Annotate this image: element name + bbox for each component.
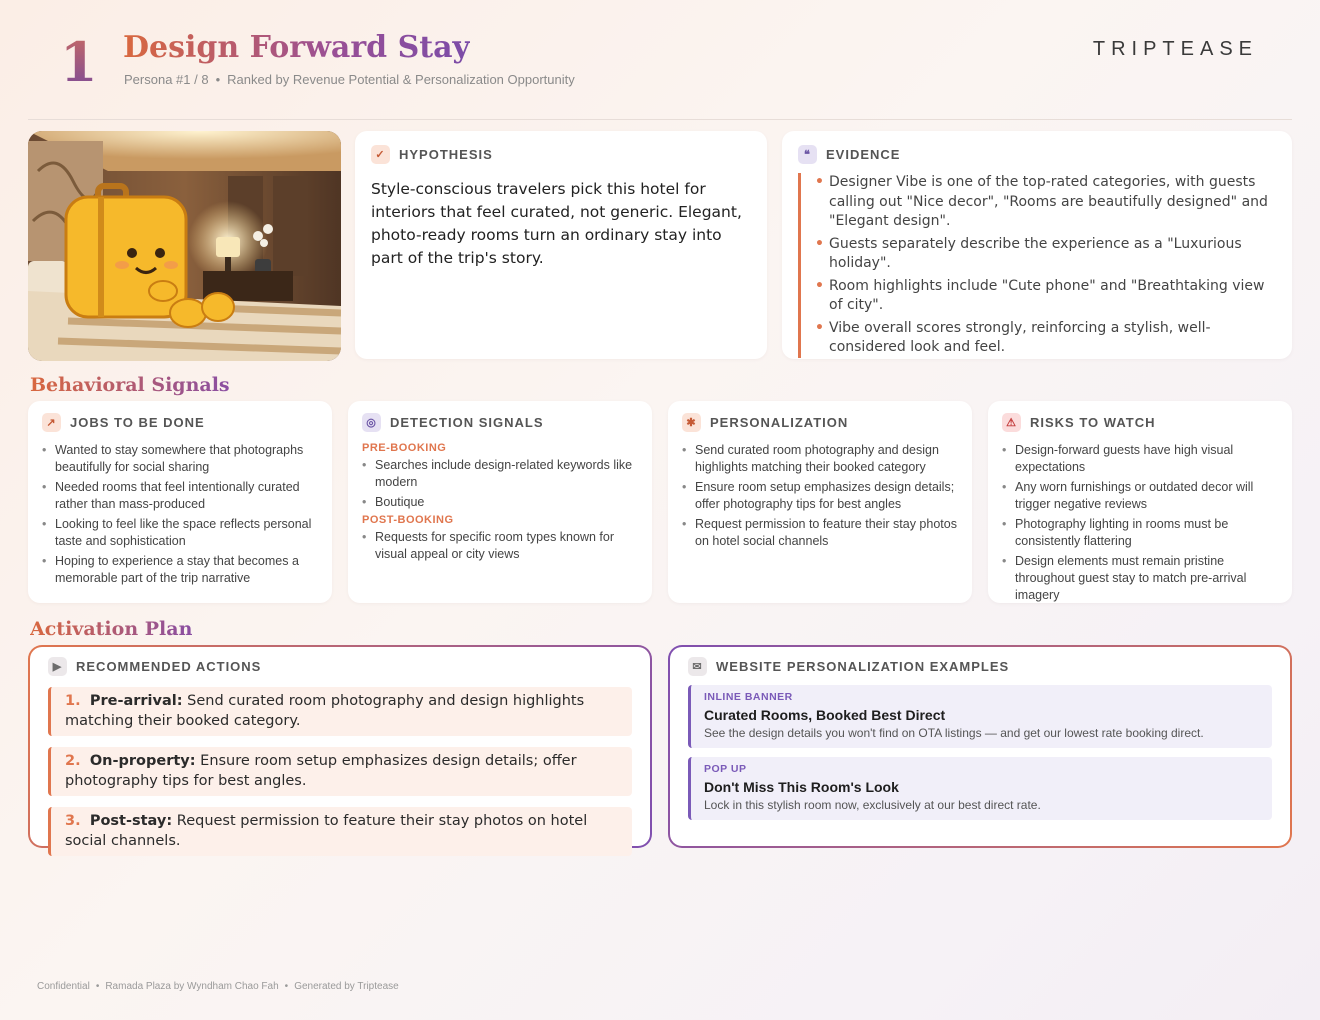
personalization-list <box>682 442 958 550</box>
risks-label: RISKS TO WATCH <box>1030 415 1156 430</box>
activation-plan-heading: Activation Plan <box>30 618 193 640</box>
evidence-list <box>798 173 1276 358</box>
list-item: • Designer Vibe is one of the top-rated categories, with guests calling out "Nice decor", "Rooms are beautifully designed" and "Elegant design". <box>815 173 1276 232</box>
hypothesis-card <box>355 131 767 359</box>
action-item <box>48 747 632 796</box>
list-item: • Wanted to stay somewhere that photographs beautifully for social sharing <box>42 442 318 476</box>
evidence-label: EVIDENCE <box>826 147 901 162</box>
warning-icon: ⚠ <box>1002 413 1021 432</box>
list-item: • Send curated room photography and design highlights matching their booked category <box>682 442 958 476</box>
recommended-actions-panel <box>28 645 652 848</box>
list-item: • Looking to feel like the space reflects personal taste and sophistication <box>42 516 318 550</box>
jobs-to-be-done-card <box>28 401 332 603</box>
risks-header <box>1002 413 1278 432</box>
play-icon: ▶ <box>48 657 67 676</box>
hero-illustration <box>28 131 341 361</box>
jobs-label: JOBS TO BE DONE <box>70 415 205 430</box>
quote-icon: ❝ <box>798 145 817 164</box>
jobs-header <box>42 413 318 432</box>
example-headline: Don't Miss This Room's Look <box>704 779 899 795</box>
persona-count: Persona #1 / 8 <box>124 72 209 87</box>
suitcase-mascot-illustration <box>28 131 341 361</box>
examples-header <box>688 657 1272 676</box>
example-type: POP UP <box>704 763 747 775</box>
action-number: 3. <box>65 813 81 829</box>
list-item: • Design-forward guests have high visual expectations <box>1002 442 1278 476</box>
action-number: 2. <box>65 753 81 769</box>
personalization-header <box>682 413 958 432</box>
action-text: Send curated room photography and design highlights matching their booked category. <box>65 693 585 729</box>
list-item: • Hoping to experience a stay that becomes a memorable part of the trip narrative <box>42 553 318 587</box>
action-phase: Post-stay: <box>89 813 173 829</box>
examples-label: WEBSITE PERSONALIZATION EXAMPLES <box>716 659 1010 674</box>
page-subtitle: Persona #1 / 8 • Ranked by Revenue Potential & Personalization Opportunity <box>124 72 575 87</box>
pre-booking-list <box>362 457 638 511</box>
list-item: • Design elements must remain pristine throughout guest stay to match pre-arrival imagery <box>1002 553 1278 604</box>
actions-header <box>48 657 632 676</box>
action-text: Ensure room setup emphasizes design details; offer photography tips for best angles. <box>65 753 577 789</box>
list-item: • Vibe overall scores strongly, reinforcing a stylish, well-considered look and feel. <box>815 319 1276 358</box>
example-type: INLINE BANNER <box>704 691 793 703</box>
jobs-list <box>42 442 318 587</box>
list-item: • Ensure room setup emphasizes design details; offer photography tips for best angles <box>682 479 958 513</box>
post-booking-list <box>362 529 638 563</box>
check-icon: ✓ <box>371 145 390 164</box>
post-booking-label: POST-BOOKING <box>362 514 454 526</box>
example-headline: Curated Rooms, Booked Best Direct <box>704 707 946 723</box>
list-item: • Photography lighting in rooms must be consistently flattering <box>1002 516 1278 550</box>
action-phase: Pre-arrival: <box>89 693 183 709</box>
action-item <box>48 807 632 856</box>
evidence-card <box>782 131 1292 359</box>
behavioral-signals-heading: Behavioral Signals <box>30 374 230 396</box>
detection-header <box>362 413 638 432</box>
example-body: Lock in this stylish room now, exclusively at our best direct rate. <box>704 798 1041 812</box>
action-number: 1. <box>65 693 81 709</box>
list-item: • Searches include design-related keywords like modern <box>362 457 638 491</box>
actions-label: RECOMMENDED ACTIONS <box>76 659 262 674</box>
footer-generated: Generated by Triptease <box>294 981 399 992</box>
sparkle-icon: ✱ <box>682 413 701 432</box>
detection-signals-card <box>348 401 652 603</box>
list-item: • Any worn furnishings or outdated decor will trigger negative reviews <box>1002 479 1278 513</box>
hypothesis-text: Style-conscious travelers pick this hotel for interiors that feel curated, not generic. Elegant, photo-ready rooms turn an ordinary stay into part of the trip's story. <box>371 180 742 267</box>
brand-logo: TRIPTEASE <box>1092 38 1258 60</box>
risks-list <box>1002 442 1278 604</box>
page-title: Design Forward Stay <box>123 30 470 65</box>
example-body: See the design details you won't find on OTA listings — and get our lowest rate booking direct. <box>704 726 1204 740</box>
example-card <box>688 685 1272 748</box>
evidence-header <box>798 145 1276 164</box>
website-examples-panel <box>668 645 1292 848</box>
list-item: • Guests separately describe the experience as a "Luxurious holiday". <box>815 235 1276 274</box>
footer-hotel: Ramada Plaza by Wyndham Chao Fah <box>105 981 279 992</box>
persona-rank: 1 <box>60 30 98 94</box>
example-card <box>688 757 1272 820</box>
list-item: • Boutique <box>362 494 638 511</box>
hypothesis-label: HYPOTHESIS <box>399 147 493 162</box>
ranking-note: Ranked by Revenue Potential & Personalization Opportunity <box>227 72 575 87</box>
list-item: • Room highlights include "Cute phone" and "Breathtaking view of city". <box>815 277 1276 316</box>
personalization-card <box>668 401 972 603</box>
hypothesis-header <box>371 145 751 164</box>
pre-booking-label: PRE-BOOKING <box>362 442 447 454</box>
action-text: Request permission to feature their stay photos on hotel social channels. <box>65 813 588 849</box>
target-icon: ◎ <box>362 413 381 432</box>
personalization-label: PERSONALIZATION <box>710 415 849 430</box>
arrow-up-right-icon: ↗ <box>42 413 61 432</box>
action-phase: On-property: <box>89 753 196 769</box>
risks-card <box>988 401 1292 603</box>
detection-label: DETECTION SIGNALS <box>390 415 544 430</box>
list-item: • Request permission to feature their stay photos on hotel social channels <box>682 516 958 550</box>
footer-confidential: Confidential <box>37 981 90 992</box>
footer: Confidential • Ramada Plaza by Wyndham Chao Fah • Generated by Triptease <box>37 981 399 992</box>
list-item: • Needed rooms that feel intentionally curated rather than mass-produced <box>42 479 318 513</box>
list-item: • Requests for specific room types known for visual appeal or city views <box>362 529 638 563</box>
mail-icon: ✉ <box>688 657 707 676</box>
action-item <box>48 687 632 736</box>
header-divider <box>28 119 1292 120</box>
